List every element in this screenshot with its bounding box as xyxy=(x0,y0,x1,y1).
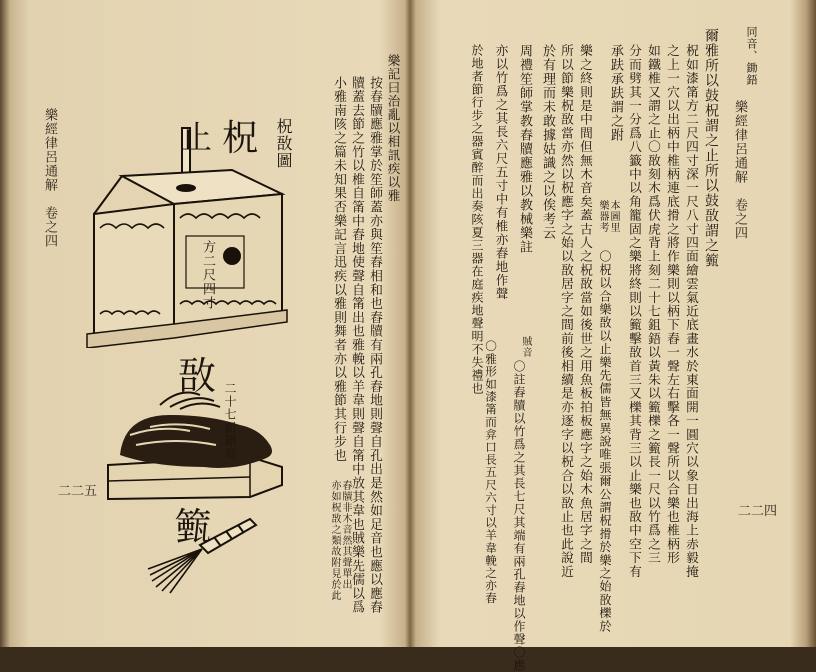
text-column: 〇柷以合樂敔以止樂先儒皆無異說唯張爾公謂柷搰於樂之始敔櫟於 xyxy=(598,250,612,633)
label-yu: 敔 xyxy=(178,354,217,398)
small-note: 賊音 xyxy=(520,336,531,358)
small-note: 本圖里 xyxy=(608,200,619,233)
text-column: 〇雅形如漆筩而弇口長五尺六寸以羊韋輓之亦舂 xyxy=(484,340,498,605)
text-column: 於地者節行步之器賓醉而出奏陔夏三器在庭疾地聲明不失禮也 xyxy=(470,44,484,395)
text-column: 如鐵椎又謂之止〇敔刻木爲伏虎背上刻二十七鉏鋙以黃朱以籈櫟之籈長一尺以竹爲之三 xyxy=(646,44,661,565)
text-column: 之上一穴以出柄中椎柄連底搰之將作樂則以柄下舂一聲左右擊各一聲所以合樂也椎柄形 xyxy=(665,44,680,565)
page-number: 二二五 xyxy=(58,484,98,499)
zhen-whisk-figure xyxy=(130,505,270,595)
small-note: 樂器考 xyxy=(597,200,608,233)
text-column: 於有理而未敢據姑識之以俟考云 xyxy=(540,44,555,240)
zhu-box-inscription: 方二尺四寸 xyxy=(200,240,215,310)
label-zhen: 籈 xyxy=(174,505,213,549)
running-header: 樂經律呂通解 卷之四 xyxy=(42,108,57,248)
text-column: 樂記曰治亂以相訊疾以雅 xyxy=(386,54,401,203)
gloss-top: 同音、鋤鋙 xyxy=(745,26,758,86)
page-number: 二二四 xyxy=(738,504,778,519)
text-column: 亦以竹爲之其長六尺五寸中有椎亦舂地作聲 xyxy=(494,44,509,301)
figure-title: 柷敔圖 xyxy=(274,118,293,169)
text-column: 〇註舂牘以竹爲之其長七尺其端有兩孔舂地以作聲〇應 xyxy=(512,360,526,672)
text-column: 牘蓋去節之竹以椎自筩中舂地使聲自筩出也雅輓以羊韋則聲自筩中放其韋也賊樂先儒以爲 xyxy=(349,76,364,615)
running-header: 樂經律呂通解 卷之四 xyxy=(732,100,747,240)
text-column: 樂之終則是中間但無木音矣蓋古人之柷敔當如後世之用魚板拍板應字之始木魚居字之間 xyxy=(578,44,593,565)
text-column: 分而劈其一分爲八籤中以角籠固之樂將終則以籈擊敔首三又櫟其背三以止樂也敔中空下有 xyxy=(627,44,642,579)
small-note: 舂牘非木音然其聲單出 xyxy=(340,480,351,590)
text-column: 承趺承趺謂之跗 xyxy=(608,44,623,142)
small-note: 亦如柷敔之類故附見於此 xyxy=(329,480,340,601)
text-column: 爾雅所以鼓柷謂之止所以鼓敔謂之籈 xyxy=(703,28,719,268)
text-column: 按春牘應雅掌於笙師蓋亦與笙舂相和也舂牘有兩孔舂地則聲自孔出是然如足音也應以應舂 xyxy=(367,76,382,615)
right-page xyxy=(410,0,816,672)
label-zhi: 止 xyxy=(180,118,213,156)
text-column: 周禮笙師掌教舂牘應雅以教械樂註 xyxy=(517,44,532,254)
yu-tiger-figure xyxy=(100,385,290,505)
yu-inscription: 二十七鉏鋙刻 xyxy=(223,382,237,460)
text-column: 小雅南陔之篇未知果否樂記言迅疾以雅則舞者亦以雅節其行步也 xyxy=(331,76,346,463)
text-column: 所以節樂柷敔當亦然以柷應字之始以敔居字之間前後相續是亦逐字以柷合以敔止也此說近 xyxy=(559,44,574,579)
label-zhu: 柷 xyxy=(222,118,259,159)
left-page xyxy=(0,0,410,647)
text-column: 柷如漆筩方二尺四寸深一尺八寸四面繪雲氣近底畫水於東面開一圓穴以象日出海上赤毅掩 xyxy=(684,44,699,579)
